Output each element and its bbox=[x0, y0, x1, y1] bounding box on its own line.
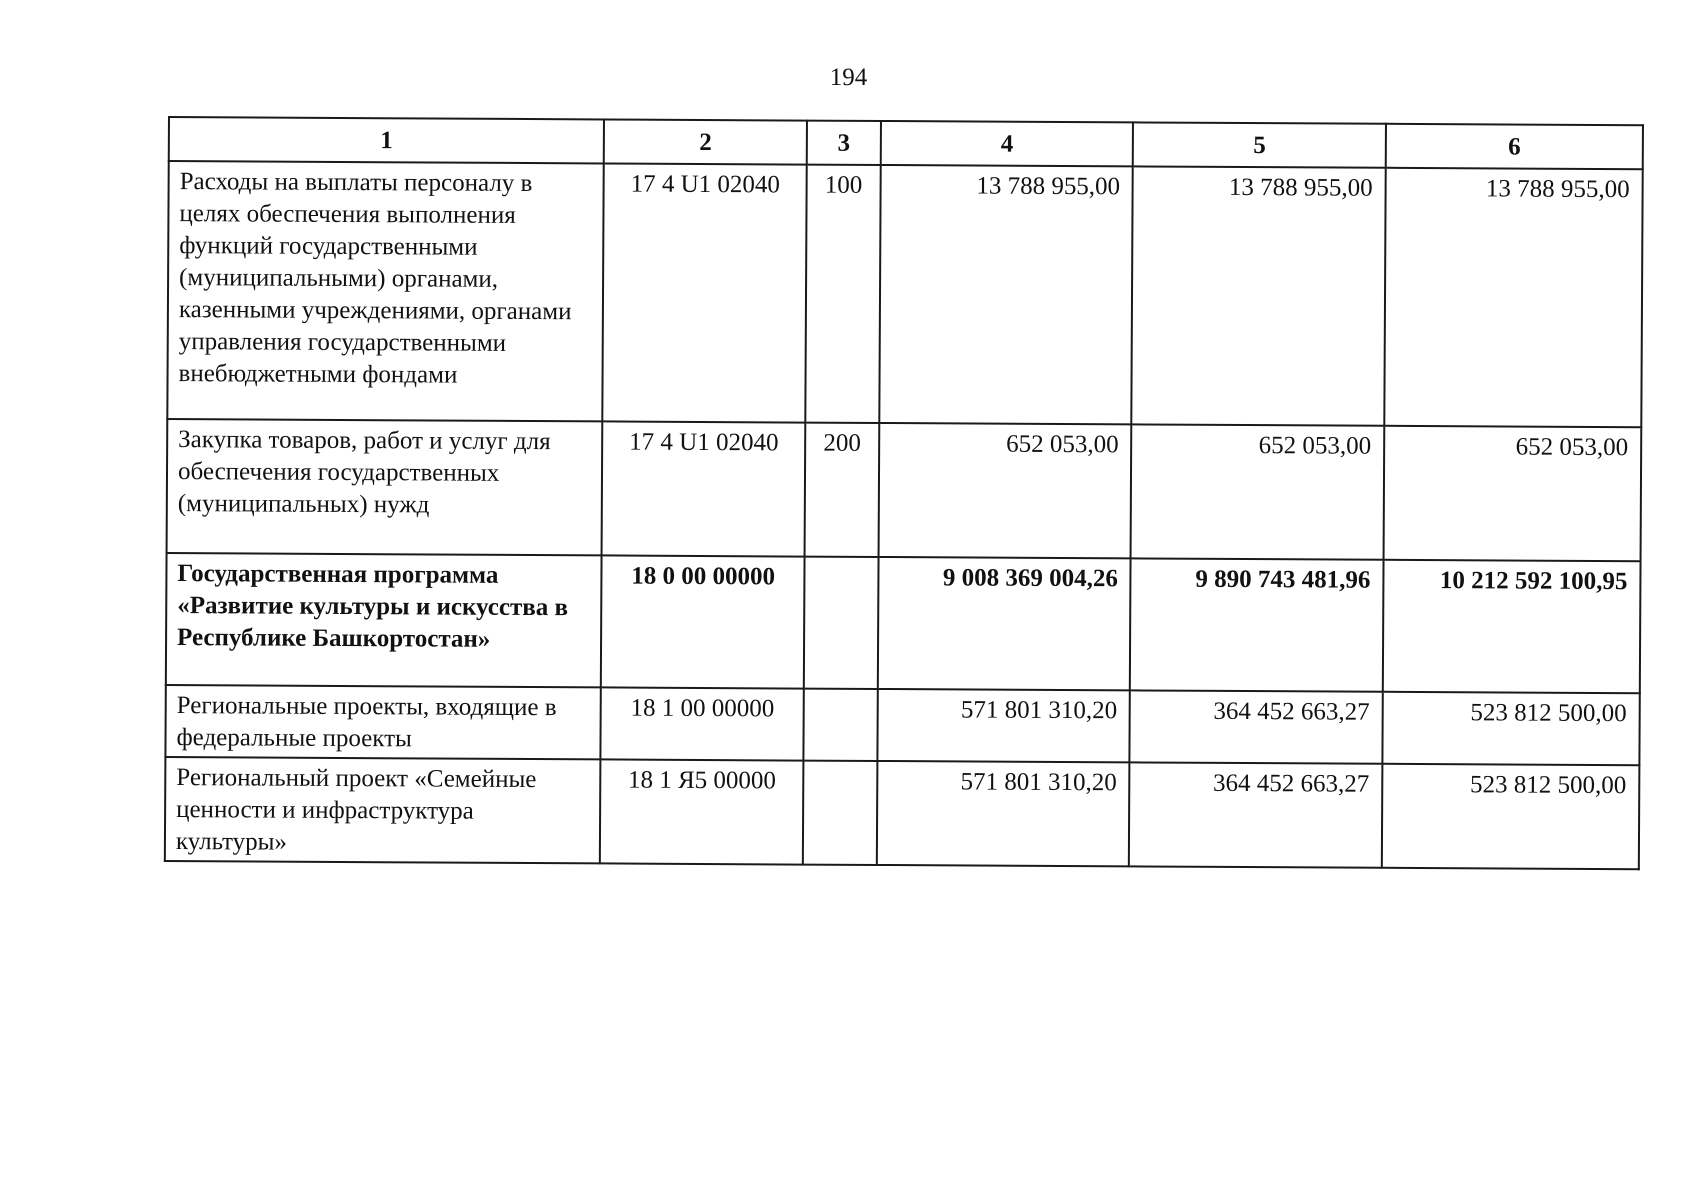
table-row bbox=[165, 757, 1640, 869]
row-value-col5: 364 452 663,27 bbox=[1130, 690, 1383, 763]
row-expense-type: 100 bbox=[805, 165, 880, 423]
row-value-col4: 571 801 310,20 bbox=[877, 761, 1130, 866]
column-header-2: 2 bbox=[604, 119, 807, 164]
row-code: 17 4 U1 02040 bbox=[602, 421, 805, 556]
table-row bbox=[165, 685, 1639, 765]
table-row-program bbox=[166, 553, 1641, 693]
table-row bbox=[167, 419, 1642, 561]
row-value-col5: 13 788 955,00 bbox=[1132, 166, 1386, 425]
row-name: Государственная программа «Развитие культуры и искусства в Республике Башкортостан» bbox=[166, 553, 602, 687]
row-expense-type: 200 bbox=[804, 423, 879, 557]
row-name: Региональный проект «Семейные ценности и инфраструктура культуры» bbox=[165, 757, 601, 863]
row-value-col5: 364 452 663,27 bbox=[1129, 762, 1382, 867]
budget-table-wrapper bbox=[164, 116, 1644, 870]
budget-table bbox=[164, 116, 1644, 870]
row-expense-type bbox=[804, 557, 879, 689]
row-value-col6: 523 812 500,00 bbox=[1382, 764, 1640, 869]
row-value-col4: 652 053,00 bbox=[878, 423, 1131, 558]
page-number: 194 bbox=[829, 64, 868, 91]
row-code: 18 1 Я5 00000 bbox=[600, 759, 803, 864]
row-code: 18 0 00 00000 bbox=[601, 555, 804, 688]
row-name: Региональные проекты, входящие в федеральные проекты bbox=[165, 685, 601, 759]
row-code: 18 1 00 00000 bbox=[601, 687, 804, 760]
row-value-col6: 10 212 592 100,95 bbox=[1383, 560, 1641, 693]
row-value-col6: 13 788 955,00 bbox=[1384, 168, 1642, 427]
row-value-col6: 523 812 500,00 bbox=[1382, 692, 1639, 765]
row-value-col4: 9 008 369 004,26 bbox=[878, 557, 1131, 690]
row-code: 17 4 U1 02040 bbox=[603, 163, 807, 422]
row-value-col4: 571 801 310,20 bbox=[877, 689, 1130, 762]
column-header-3: 3 bbox=[807, 121, 881, 165]
row-name: Закупка товаров, работ и услуг для обеспечения государственных (муниципальных) нужд bbox=[167, 419, 603, 555]
column-header-5: 5 bbox=[1133, 122, 1386, 167]
row-name: Расходы на выплаты персоналу в целях обеспечения выполнения функций государственными (муниципальными) органами, казенными учреждениями, органами управления государственными внебюджетными фондами bbox=[167, 161, 604, 421]
column-header-1: 1 bbox=[169, 117, 605, 163]
row-value-col5: 652 053,00 bbox=[1131, 424, 1384, 559]
row-value-col5: 9 890 743 481,96 bbox=[1130, 558, 1383, 691]
row-expense-type bbox=[803, 761, 878, 865]
table-row bbox=[167, 161, 1642, 427]
row-expense-type bbox=[803, 689, 877, 761]
column-header-4: 4 bbox=[881, 121, 1134, 166]
column-header-6: 6 bbox=[1386, 124, 1643, 169]
row-value-col6: 652 053,00 bbox=[1384, 426, 1642, 561]
row-value-col4: 13 788 955,00 bbox=[879, 165, 1133, 424]
